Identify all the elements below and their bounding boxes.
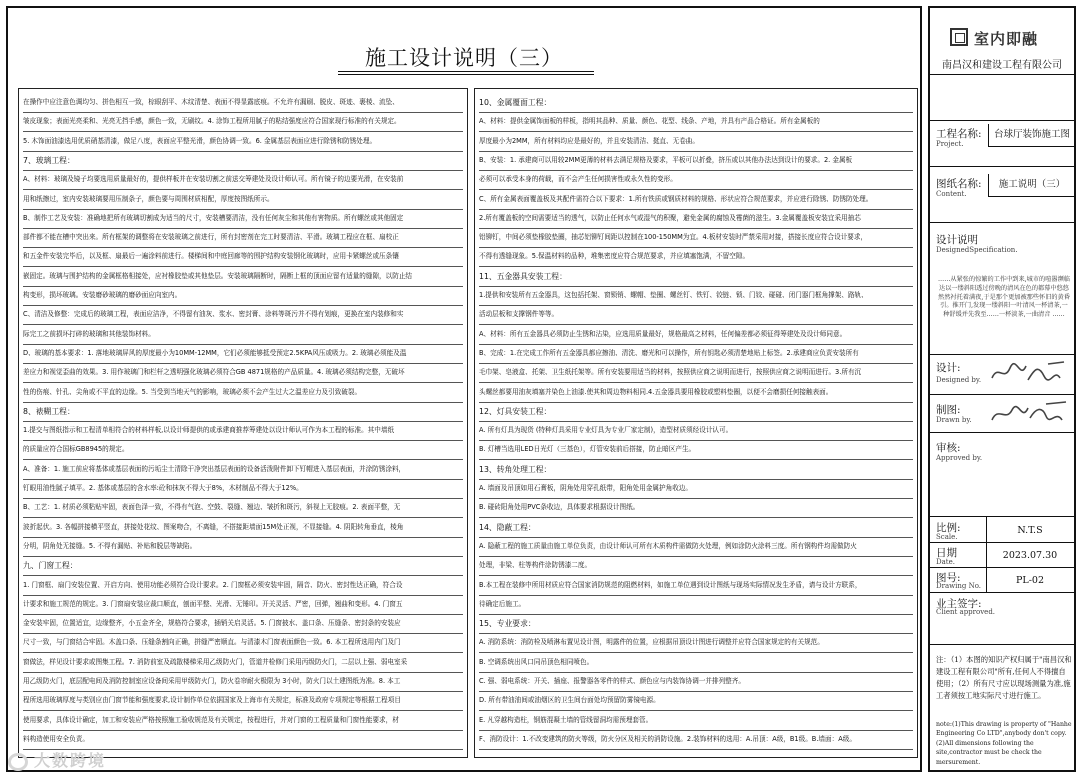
title-underline-2 — [338, 74, 594, 75]
spec-text-line: 毛巾架、皂液盒、托架、卫生纸托架等。所有安装要用适当的材料，按照供应商之说明而进行，按照供应商之说明而进行。3.所有沉 — [479, 363, 913, 383]
watermark-logo-icon — [8, 753, 28, 771]
spec-text-line: 头螺丝都要用油灰填塞并染色上油漆.使其和周边物料相同.4.五金器具要用橡胶或塑料垫圈，以便不会磨损任何接触表面。 — [479, 383, 913, 403]
spec-text-line: B. 空调系统出风口同吊顶色相同喷色。 — [479, 653, 913, 673]
content-label: 图纸名称: — [936, 178, 982, 190]
spec-text-line: 1.提交与图纸指示和工程清单相符合的材料样板,以设计师提供的或承建商推荐筹建处以设计师认可作为本工程的标准。其中墙纸 — [23, 421, 463, 441]
spec-text-line: B. 灯槽当选用LED日光灯（三基色），灯管安装前后搭接，防止暗区产生。 — [479, 440, 913, 460]
spec-text-line: B、完成：1.在完成工作所有五金器具都应擦油、清洗、磨光和可以操作，所有钥匙必须清楚地贴上标签。2.承建商应负责安装所有 — [479, 344, 913, 364]
spec-text-line: 尺寸一致，与门窗结合牢固。木盖口条、压缝条割向正确，拼缝严密顺直。与清漆木门窗表面颜色一致。6. 本工程所选用内门及门 — [23, 633, 463, 653]
spec-text-line: 厚度最小为2MM，所有材料均应是最好的，并且安装清洁、挺直、无卷曲。 — [479, 132, 913, 152]
scale-value: N.T.S — [1017, 525, 1043, 536]
spec-text-line: 用和纸擦过，室内安装玻璃要用压制条子，颜色要与周围材质相配，厚度按图纸所示。 — [23, 190, 463, 210]
divider — [930, 592, 1074, 593]
project-name: 台球厅装饰施工图 — [988, 124, 1075, 147]
spec-text-line: B. 碰砖阳角处用PVC条收边，具体要求根据设计图纸。 — [479, 498, 913, 518]
spec-text-line: 处理，非梁、柱等构件涂防锈漆二度。 — [479, 556, 913, 576]
spec-text-line: 波折起伏。3. 各幅拼接横平竖直，拼接处花纹、图案吻合，不离缝，不搭接距墙面15M处正视，不显接缝。4. 阴阳转角垂直，棱角 — [23, 518, 463, 538]
spec-text-line: 1. 门窗框、扇门安装位置、开启方向、使用功能必须符合设计要求。2. 门窗框必须安装牢固，隔音、防火、密封性达正确，符合设 — [23, 576, 463, 596]
divider — [930, 354, 1074, 355]
approved-label-en: Approved by. — [936, 454, 983, 462]
spec-text-line: 用乙级防火门，底层配电间及消防控制室应设备间采用甲级防火门，防火卷帘耐火极限为 3小时，防火门以土建图纸为准。8. 本工 — [23, 672, 463, 692]
spec-text-line: 10、金属覆面工程： — [479, 93, 913, 113]
client-label: 业主签字: — [936, 598, 982, 610]
spec-text-line: B、工艺：1. 材质必须粘贴牢固，表面色泽一致，不得有气泡、空鼓、裂缝、翘边、皱折和斑污，斜视上无胶痕。2. 表面平整，无 — [23, 498, 463, 518]
designed-label-en: Designed by. — [936, 376, 982, 384]
spec-text-line: 程所选用玻璃厚度与类别应由门窗节能和强度要求,设计制作单位依据国家及上海市有关规定，标准及政府专项规定等根据工程项目 — [23, 691, 463, 711]
spec-text-line: 差应力和视觉歪曲的效果。3. 用作玻璃门和栏杆之透明强化玻璃必须符合GB 4871规格的产品质量。4. 玻璃必须结构完整，无破坏 — [23, 363, 463, 383]
spec-text-line: 13、转角处理工程： — [479, 460, 913, 480]
spec-text-line: B、制作工艺及安装：准确地把所有玻璃切割成为适当的尺寸，安装槽要清洁，没有任何灰尘和其他有害物质。所有螺丝或其他固定 — [23, 209, 463, 229]
scale-label: 比例: — [936, 522, 961, 534]
company-name: 南昌汉和建设工程有限公司 — [942, 60, 1062, 71]
approved-label: 审核: — [936, 442, 961, 454]
design-spec-text: ……从紧张的惊繁的工作中到来,城市的喧嚣濒临达以一缕斜阳透过傍晚的清风在色的都幕中悠悠然然衬托着满夜,于是那个更加被那些怀旧的黄昏引。推开门,发现一缕斜阳一叶清风一杯清茶,一种舒缓并先我至……一杯淡茶,一曲清音 …… — [938, 276, 1070, 319]
spec-text-line: 8、裱糊工程： — [23, 402, 463, 422]
divider — [930, 567, 1074, 568]
document-title: 施工设计说明（三） — [365, 46, 563, 70]
divider — [930, 394, 1074, 395]
divider — [930, 432, 1074, 433]
spec-text-line: 和五金件安装完毕后，以及框、扇最后一遍涂料前进行。楼梯间和中庭回廊等的围护结构安装钢化玻璃时，应用卡紧螺丝或压条镶 — [23, 247, 463, 267]
spec-text-line: 九、门窗工程： — [23, 556, 463, 576]
content-label-en: Content. — [936, 190, 967, 198]
watermark — [8, 748, 106, 771]
logo-icon — [950, 28, 968, 46]
title-underline — [338, 71, 594, 72]
spec-text-line: B.本工程在装修中所用材质应符合国家消防规范的阻燃材料，如施工单位遇到设计图纸与现场实际情况发生矛盾，请与设计方联系， — [479, 576, 913, 596]
spec-text-line: 铝铆钉，中间必须垫橡胶垫圈，抽芯铝铆钉间距以控制在100-150MM为宜。4.板材安装时严禁采用对接，搭接长度应符合设计要求， — [479, 228, 913, 248]
watermark-text: 大数跨境 — [34, 751, 107, 770]
divider — [930, 166, 1074, 167]
spec-text-line: 分明，阴角处无接缝。5. 不得有漏贴、补贴和脱层等缺陷。 — [23, 537, 463, 557]
spec-text-line: A. 墙面及吊顶如用石膏板，阴角处用穿孔纸带，阳角处用金属护角收边。 — [479, 479, 913, 499]
spec-text-line: A、准备：1. 施工前应将基体或基层表面的污垢尘土清除干净突出基层表面的设备活泼附件卸下钉帽进入基层表面，并涂防锈涂料， — [23, 460, 463, 480]
spec-text-line: 11、五金器具安装工程： — [479, 267, 913, 287]
drawn-label-en: Drawn by. — [936, 416, 972, 424]
drawing-no-label: 图号: — [936, 572, 961, 584]
spec-text-line: 嵌固定。玻璃与围护结构的金属框格相接处，应衬橡胶垫或其他垫层。安装玻璃隔断时，隔断上框的顶面应留有适量的缝隙，以防止结 — [23, 267, 463, 287]
spec-text-line: 皱皮现象；表面光亮柔和、光亮无挡手感，颜色一致，无刷纹。4. 涂饰工程所用腻子的粘结强度应符合国家现行标准的有关规定。 — [23, 112, 463, 132]
spec-text-line: 待确定后施工。 — [479, 595, 913, 615]
spec-text-line: C. 强、弱电系统：开关、插座、报警器各零件的样式、颜色应与内装饰协调一并排列整齐。 — [479, 672, 913, 692]
spec-text-line: 2.所有覆盖板的空间需要适当的透气，以防止任何水气或湿气的积聚，避免金属的腐蚀及霉菌的滋生。3.金属覆盖板安装宜采用抽芯 — [479, 209, 913, 229]
divider — [930, 516, 1074, 517]
spec-label: 设计说明 — [936, 234, 978, 246]
spec-text-line: 窗做法，样见设计要求或图集工程。7. 消防前室及疏散楼梯采用乙级防火门，管道井检修门采用丙级防火门，二层以上强、弱电室采 — [23, 653, 463, 673]
drawing-no-value: PL-02 — [1016, 575, 1044, 586]
spec-text-line: 钉眼用油性腻子填平。2. 基体或基层的含水率:砼和抹灰不得大于8%，木材制品不得大于12%。 — [23, 479, 463, 499]
spec-text-line: 不得有透缝现象。5.保温材料的品种，堆集密度应符合规范要求，并应填塞饱满，不留空隙。 — [479, 247, 913, 267]
drawing-sheet — [6, 6, 922, 772]
project-label: 工程名称: — [936, 128, 982, 140]
spec-label-en: DesignedSpecification. — [936, 246, 1018, 254]
spec-text-line: 活动层板和支撑钢件等等。 — [479, 305, 913, 325]
divider — [930, 120, 1074, 121]
spec-text-line: D、玻璃的基本要求：1. 落地玻璃屏风的厚度最小为10MM-12MM，它们必须能够抵受预定2.5KPA风压或吸力。2. 玻璃必须能及温 — [23, 344, 463, 364]
spec-text-line: 际完工之前损坏打碎的玻璃和其他装饰材料。 — [23, 325, 463, 345]
spec-text-line: 15、专业要求： — [479, 614, 913, 634]
spec-text-line: C、所有金属表面覆盖板及其配件需符合以下要求：1.所有铁质或钢质材料的规格、形状应符合规范要求，并应进行除锈、防锈防处理。 — [479, 190, 913, 210]
spec-text-line: F、消防设计：1.不改变建筑的防火等级，防火分区及相关的消防设施。2.装饰材料的选用：A.吊顶：A级，B1级。B.墙面：A级。 — [479, 730, 913, 750]
spec-text-line: D. 所有带油油间或油烟区的卫生间台面处均预留防雾镜电源。 — [479, 691, 913, 711]
spec-text-line: E. 凡穿越构造柱，钢筋混凝土墙的管线留洞均需预埋套管。 — [479, 711, 913, 731]
spec-text-line: B、安装：1. 承建商可以用较2MM更薄的材料去满足规格及要求，平板可以折叠，挤压或以其他办法达到设计的要求。2. 金属板 — [479, 151, 913, 171]
copyright-note-cn: 注：（1）本图的知识产权归属于"南昌汉和建设工程有限公司"所有,任何人不得擅自使用；（2）所有尺寸应以现场测量为准,施工者须按工地实际尺寸进行施工。 — [936, 655, 1072, 700]
spec-text-line: 必须可以承受本身的荷载，而不会产生任何损害性或永久性的变形。 — [479, 170, 913, 190]
spec-text-line: 5. 木饰面油漆选用优质硝基清漆，做足八度，表面应平整光滑，颜色协调一致。6. 金属基层表面应进行除锈和防锈处理。 — [23, 132, 463, 152]
divider — [930, 542, 1074, 543]
title-block — [928, 6, 1076, 772]
date-label: 日期 — [936, 547, 957, 559]
copyright-note-en: note:(1)This drawing is property of "Hanhe Engineering Co LTD",anybody don't copy. (2)All dimensions following the site,contractor must be check the mersurement. — [936, 721, 1072, 766]
designer-signature — [988, 358, 1070, 388]
spec-text-line: A. 所有灯具为现货 (特种灯具采用专业灯具为专业厂家定制)，造型材质须经设计认可。 — [479, 421, 913, 441]
company-logo — [938, 28, 1068, 50]
spec-text-line: 部件都不能在槽中突出来。所有框架的调整将在安装玻璃之前进行，所有封密剂在完工时要清洁、平滑。玻璃工程应在框、扇校正 — [23, 228, 463, 248]
spec-text-line: 性的伤痕、针孔、尖角或不平直的边缘。5. 当受到当地天气的影响，玻璃必须不会产生过大之温差应力及引致破裂。 — [23, 383, 463, 403]
left-text-column — [18, 88, 468, 758]
spec-text-line: 的质量应符合国标GB8945的规定。 — [23, 440, 463, 460]
scale-label-en: Scale. — [936, 533, 958, 541]
designed-label: 设计: — [936, 362, 961, 374]
spec-text-line: 7、玻璃工程： — [23, 151, 463, 171]
spec-text-line: C、清洁及修整：完成后的玻璃工程，表面应洁净，不得留有油灰、浆水、密封膏、涂料等斑污并不得有划痕，更换在室内装修和实 — [23, 305, 463, 325]
spec-text-line: 12、灯具安装工程： — [479, 402, 913, 422]
spec-text-line: 构变形，损坏玻璃。安装磨砂玻璃的磨砂面应向室内。 — [23, 286, 463, 306]
spec-text-line: A、材料：提供金属饰面板的样板，指明其品种、质量、颜色、花型、线条、产地，并具有产品合格证。所有金属板的 — [479, 112, 913, 132]
spec-text-line: 1.提供和安装所有五金器具，这包括托架、窗锁销、螺帽、垫圈、螺丝钉、铁钉、铰链、锁、门铰、碰碰、闭门器门框角撑架、路轨、 — [479, 286, 913, 306]
client-label-en: Client approved. — [936, 608, 996, 616]
spec-text-line: 金安装牢固，位置适宜，边缘整齐，小五金齐全，规格符合要求，插销关启灵活。5. 门窗披水、盖口条、压缝条、密封条的安装应 — [23, 614, 463, 634]
right-text-column — [474, 88, 918, 758]
drawing-no-label-en: Drawing No. — [936, 582, 982, 590]
divider — [930, 644, 1074, 645]
spec-text-line: A. 消防系统：消防栓及喷淋布置见设计图，明露件的位置，应根据吊顶设计图进行调整并应符合国家规定的有关规范。 — [479, 633, 913, 653]
spec-text-line: 14、隐蔽工程： — [479, 518, 913, 538]
spec-text-line: 料构造使用安全负责。 — [23, 730, 463, 750]
spec-text-line: 使用要求，具体设计确定，加工和安装应严格按照施工验收规范及有关规定，按程进行，并对门窗的工程质量和门窗性能要求，材 — [23, 711, 463, 731]
divider — [930, 222, 1074, 223]
date-label-en: Date. — [936, 558, 955, 566]
divider — [930, 74, 1074, 75]
table-vline — [986, 516, 987, 592]
spec-text-line: 计要求和施工规范的规定。3. 门窗扇安装应裁口顺直，刨面平整、光滑、无锤印。开关灵活、严密，回弹，翘曲和变形。4. 门窗五 — [23, 595, 463, 615]
logo-text: 室内即融 — [974, 30, 1039, 48]
drafter-signature — [988, 398, 1070, 428]
spec-text-line: A、材料：玻璃及镜子均要选用质量最好的，提供样板并在安装切割之前送交筹建处及设计师认可。所有镜子的边要光滑，在安装前 — [23, 170, 463, 190]
spec-text-line: 在操作中应注意色调均匀、拼色相互一致，棕眼刮平、木纹清楚、表面不得显露底痕。不允许有漏刷、脱皮、斑迹、裹棱、流坠、 — [23, 93, 463, 113]
drawing-content: 施工说明（三） — [988, 174, 1075, 197]
drawn-label: 制图: — [936, 404, 961, 416]
spec-text-line: A. 隐蔽工程的施工质量由施工单位负责，由设计师认可所有木质构件需做防火处理，例如涂防火涂料三度。所有钢构件均需做防火 — [479, 537, 913, 557]
project-label-en: Project. — [936, 140, 964, 148]
date-value: 2023.07.30 — [1002, 550, 1058, 561]
spec-text-line: A、材料：所有五金器具必须防止生锈和沾染，应选用质量最好，规格最高之材料，任何偏差都必须征得筹建处及设计师同意。 — [479, 325, 913, 345]
